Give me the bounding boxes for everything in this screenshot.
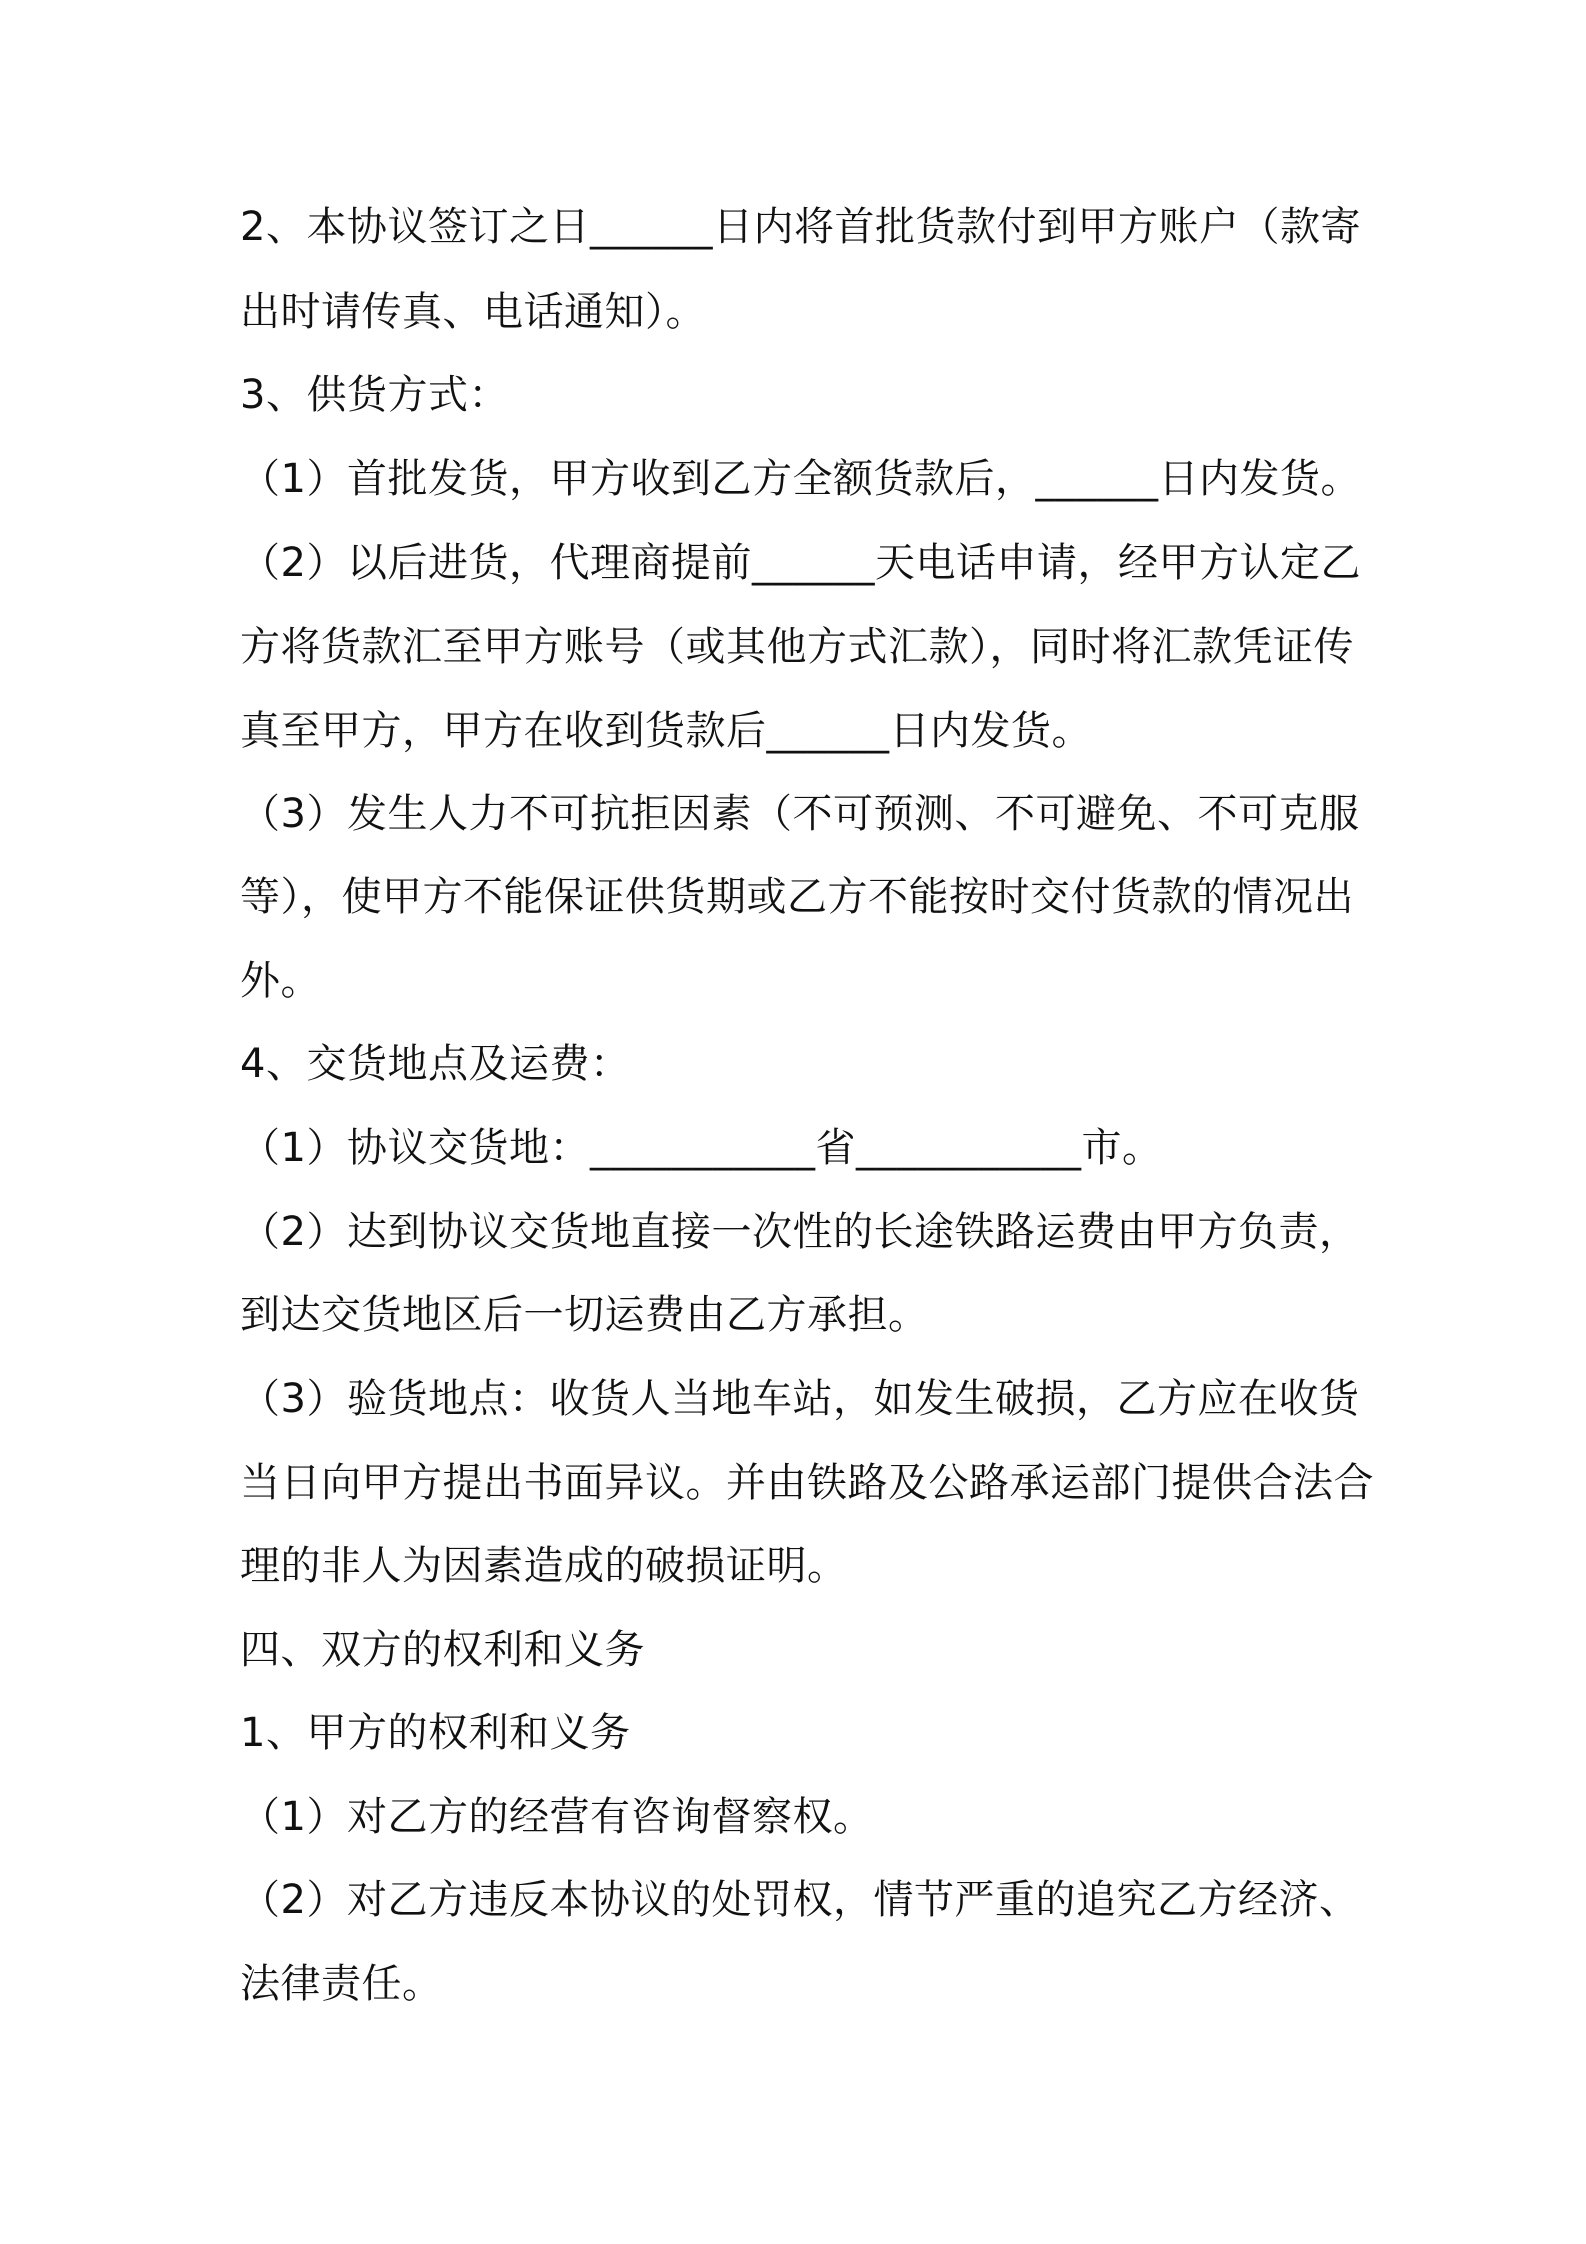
text-line: （1）对乙方的经营有咨询督察权。 — [240, 1794, 874, 1840]
section-heading: 四、双方的权利和义务 — [240, 1627, 645, 1673]
text-line: 2、本协议签订之日______日内将首批货款付到甲方账户（款寄 — [240, 204, 1361, 250]
text-line: 方将货款汇至甲方账号（或其他方式汇款），同时将汇款凭证传 — [240, 624, 1354, 670]
text-line: （2）达到协议交货地直接一次性的长途铁路运费由甲方负责， — [240, 1209, 1360, 1255]
text-line: 等），使甲方不能保证供货期或乙方不能按时交付货款的情况出 — [240, 874, 1354, 920]
text-line: 外。 — [240, 958, 321, 1004]
text-line: （2）以后进货，代理商提前______天电话申请，经甲方认定乙 — [240, 540, 1361, 586]
section-heading: 4、交货地点及运费： — [240, 1041, 631, 1087]
text-line: （3）验货地点：收货人当地车站，如发生破损，乙方应在收货 — [240, 1376, 1360, 1422]
text-line: 理的非人为因素造成的破损证明。 — [240, 1543, 848, 1589]
text-line: （1）协议交货地：___________省___________市。 — [240, 1125, 1163, 1171]
text-line: 到达交货地区后一切运费由乙方承担。 — [240, 1292, 929, 1338]
text-line: （2）对乙方违反本协议的处罚权，情节严重的追究乙方经济、 — [240, 1877, 1360, 1923]
text-line: 当日向甲方提出书面异议。并由铁路及公路承运部门提供合法合 — [240, 1460, 1374, 1506]
text-line: （3）发生人力不可抗拒因素（不可预测、不可避免、不可克服 — [240, 791, 1360, 837]
subsection-heading: 1、甲方的权利和义务 — [240, 1710, 631, 1756]
section-heading: 3、供货方式： — [240, 372, 509, 418]
text-line: 真至甲方，甲方在收到货款后______日内发货。 — [240, 708, 1092, 754]
text-line: 出时请传真、电话通知）。 — [240, 289, 706, 335]
text-line: 法律责任。 — [240, 1961, 443, 2007]
text-line: （1）首批发货，甲方收到乙方全额货款后，______日内发货。 — [240, 456, 1361, 502]
